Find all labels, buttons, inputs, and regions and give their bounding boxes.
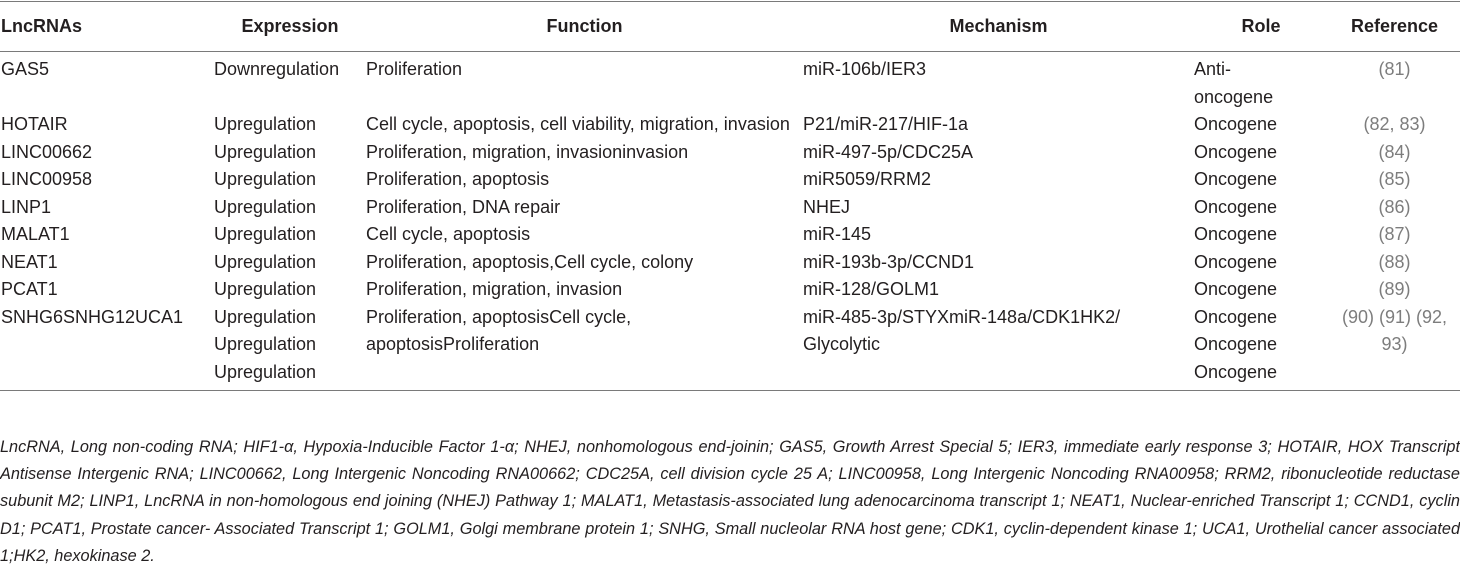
- table-row: [0, 304, 1460, 391]
- reference-link[interactable]: (87): [1378, 224, 1411, 244]
- cell-mechanism: P21/miR-217/HIF-1a: [803, 114, 969, 134]
- table-body: [0, 52, 1460, 391]
- cell-function: Proliferation: [366, 59, 463, 79]
- reference-link[interactable]: (90): [1341, 306, 1374, 327]
- role-value: Oncogene: [1194, 361, 1278, 382]
- lncrna-table: [0, 1, 1460, 391]
- cell-mechanism: miR-106b/IER3: [803, 59, 927, 79]
- cell-reference: [1328, 249, 1460, 277]
- expression-value: Upregulation: [214, 169, 317, 189]
- table-row: [0, 166, 1460, 194]
- cell-lncrna: LINC00662: [1, 141, 93, 162]
- role-value: oncogene: [1194, 86, 1274, 107]
- cell-reference: [1328, 194, 1460, 222]
- role-value: Oncogene: [1194, 334, 1278, 354]
- cell-reference: [1328, 276, 1460, 304]
- expression-value: Upregulation: [214, 114, 317, 134]
- cell-role: [1194, 249, 1328, 277]
- cell-mechanism: miR-128/GOLM1: [803, 279, 940, 299]
- cell-mechanism: miR-485-3p/STYXmiR-148a/CDK1HK2/ Glycolytic: [803, 306, 1121, 354]
- expression-value: Upregulation: [214, 196, 317, 217]
- reference-link[interactable]: (88): [1378, 251, 1411, 272]
- cell-expression: [214, 221, 366, 249]
- cell-role: [1194, 139, 1328, 167]
- table-row: [0, 139, 1460, 167]
- cell-mechanism: miR-497-5p/CDC25A: [803, 141, 974, 162]
- reference-link[interactable]: (81): [1378, 59, 1411, 79]
- cell-role: [1194, 221, 1328, 249]
- role-value: Anti-: [1194, 59, 1232, 79]
- cell-lncrna: MALAT1: [1, 224, 70, 244]
- cell-function: Cell cycle, apoptosis: [366, 224, 531, 244]
- table-header: [0, 2, 1460, 52]
- header-lncrnas: LncRNAs: [1, 15, 83, 36]
- cell-lncrna: NEAT1: [1, 251, 58, 272]
- cell-function: Cell cycle, apoptosis, cell viability, migration, invasion: [366, 114, 790, 134]
- cell-expression: [214, 166, 366, 194]
- cell-function: Proliferation, DNA repair: [366, 196, 561, 217]
- cell-reference: [1328, 166, 1460, 194]
- reference-link[interactable]: 93): [1381, 334, 1408, 354]
- cell-lncrna: LINP1: [1, 196, 52, 217]
- role-value: Oncogene: [1194, 306, 1278, 327]
- header-reference: Reference: [1350, 15, 1439, 36]
- header-row: [0, 2, 1460, 52]
- cell-expression: [214, 249, 366, 277]
- cell-reference: [1328, 52, 1460, 112]
- table-row: [0, 111, 1460, 139]
- header-role: Role: [1241, 15, 1281, 36]
- header-mechanism: Mechanism: [949, 15, 1048, 36]
- role-value: Oncogene: [1194, 169, 1278, 189]
- cell-lncrna: GAS5: [1, 59, 50, 79]
- cell-role: [1194, 166, 1328, 194]
- reference-link[interactable]: (92,: [1416, 306, 1448, 327]
- expression-value: Upregulation: [214, 306, 317, 327]
- lncrna-table-container: [0, 1, 1460, 391]
- reference-link[interactable]: (91): [1378, 306, 1411, 327]
- cell-function: Proliferation, migration, invasioninvasion: [366, 141, 689, 162]
- cell-lncrna: LINC00958: [1, 169, 93, 189]
- cell-mechanism: miR-193b-3p/CCND1: [803, 251, 975, 272]
- cell-reference: [1328, 139, 1460, 167]
- cell-function: Proliferation, migration, invasion: [366, 279, 623, 299]
- role-value: Oncogene: [1194, 251, 1278, 272]
- cell-role: [1194, 304, 1328, 391]
- cell-reference: [1328, 304, 1460, 391]
- cell-role: [1194, 276, 1328, 304]
- cell-lncrna: SNHG6SNHG12UCA1: [1, 306, 184, 327]
- header-function: Function: [546, 15, 623, 36]
- reference-link[interactable]: (85): [1378, 169, 1411, 189]
- cell-expression: [214, 139, 366, 167]
- cell-expression: [214, 111, 366, 139]
- cell-role: [1194, 52, 1328, 112]
- reference-link[interactable]: (89): [1378, 279, 1411, 299]
- table-row: [0, 249, 1460, 277]
- table-row: [0, 221, 1460, 249]
- expression-value: Upregulation: [214, 224, 317, 244]
- expression-value: Upregulation: [214, 251, 317, 272]
- table-footnote: LncRNA, Long non-coding RNA; HIF1-α, Hypoxia-Inducible Factor 1-α; NHEJ, nonhomologous end-joinin; GAS5, Growth Arrest Special 5; IER3, immediate early response 3; HOTAIR, HOX Transcript Antisense Intergenic RNA; LINC00662, Long Intergenic Noncoding RNA00662; CDC25A, cell division cycle 25 A; LINC00958, Long Intergenic Noncoding RNA00958; RRM2, ribonucleotide reductase subunit M2; LINP1, LncRNA in non-homologous end joining (NHEJ) Pathway 1; MALAT1, Metastasis-associated lung adenocarcinoma transcript 1; NEAT1, Nuclear-enriched Transcript 1; CCND1, cyclin D1; PCAT1, Prostate cancer- Associated Transcript 1; GOLM1, Golgi membrane protein 1; SNHG, Small nucleolar RNA host gene; CDK1, cyclin-dependent kinase 1; UCA1, Urothelial cancer associated 1;HK2, hexokinase 2.: [0, 438, 1460, 565]
- cell-lncrna: PCAT1: [1, 279, 58, 299]
- reference-link[interactable]: (82, 83): [1363, 114, 1426, 134]
- role-value: Oncogene: [1194, 114, 1278, 134]
- cell-function: Proliferation, apoptosisCell cycle, apoptosisProliferation: [366, 306, 632, 354]
- role-value: Oncogene: [1194, 224, 1278, 244]
- cell-mechanism: NHEJ: [803, 196, 851, 217]
- role-value: Oncogene: [1194, 279, 1278, 299]
- table-row: [0, 52, 1460, 112]
- cell-reference: [1328, 111, 1460, 139]
- cell-expression: [214, 194, 366, 222]
- reference-link[interactable]: (84): [1378, 141, 1411, 162]
- table-row: [0, 194, 1460, 222]
- expression-value: Upregulation: [214, 141, 317, 162]
- cell-role: [1194, 194, 1328, 222]
- cell-lncrna: HOTAIR: [1, 114, 68, 134]
- expression-value: Upregulation: [214, 361, 317, 382]
- table-row: [0, 276, 1460, 304]
- cell-expression: [214, 304, 366, 391]
- role-value: Oncogene: [1194, 196, 1278, 217]
- cell-expression: [214, 276, 366, 304]
- cell-function: Proliferation, apoptosis,Cell cycle, colony: [366, 251, 694, 272]
- header-expression: Expression: [241, 15, 339, 36]
- cell-function: Proliferation, apoptosis: [366, 169, 550, 189]
- reference-link[interactable]: (86): [1378, 196, 1411, 217]
- cell-expression: [214, 52, 366, 112]
- expression-value: Upregulation: [214, 334, 317, 354]
- role-value: Oncogene: [1194, 141, 1278, 162]
- expression-value: Downregulation: [214, 59, 340, 79]
- cell-reference: [1328, 221, 1460, 249]
- cell-role: [1194, 111, 1328, 139]
- cell-mechanism: miR5059/RRM2: [803, 169, 932, 189]
- expression-value: Upregulation: [214, 279, 317, 299]
- cell-mechanism: miR-145: [803, 224, 872, 244]
